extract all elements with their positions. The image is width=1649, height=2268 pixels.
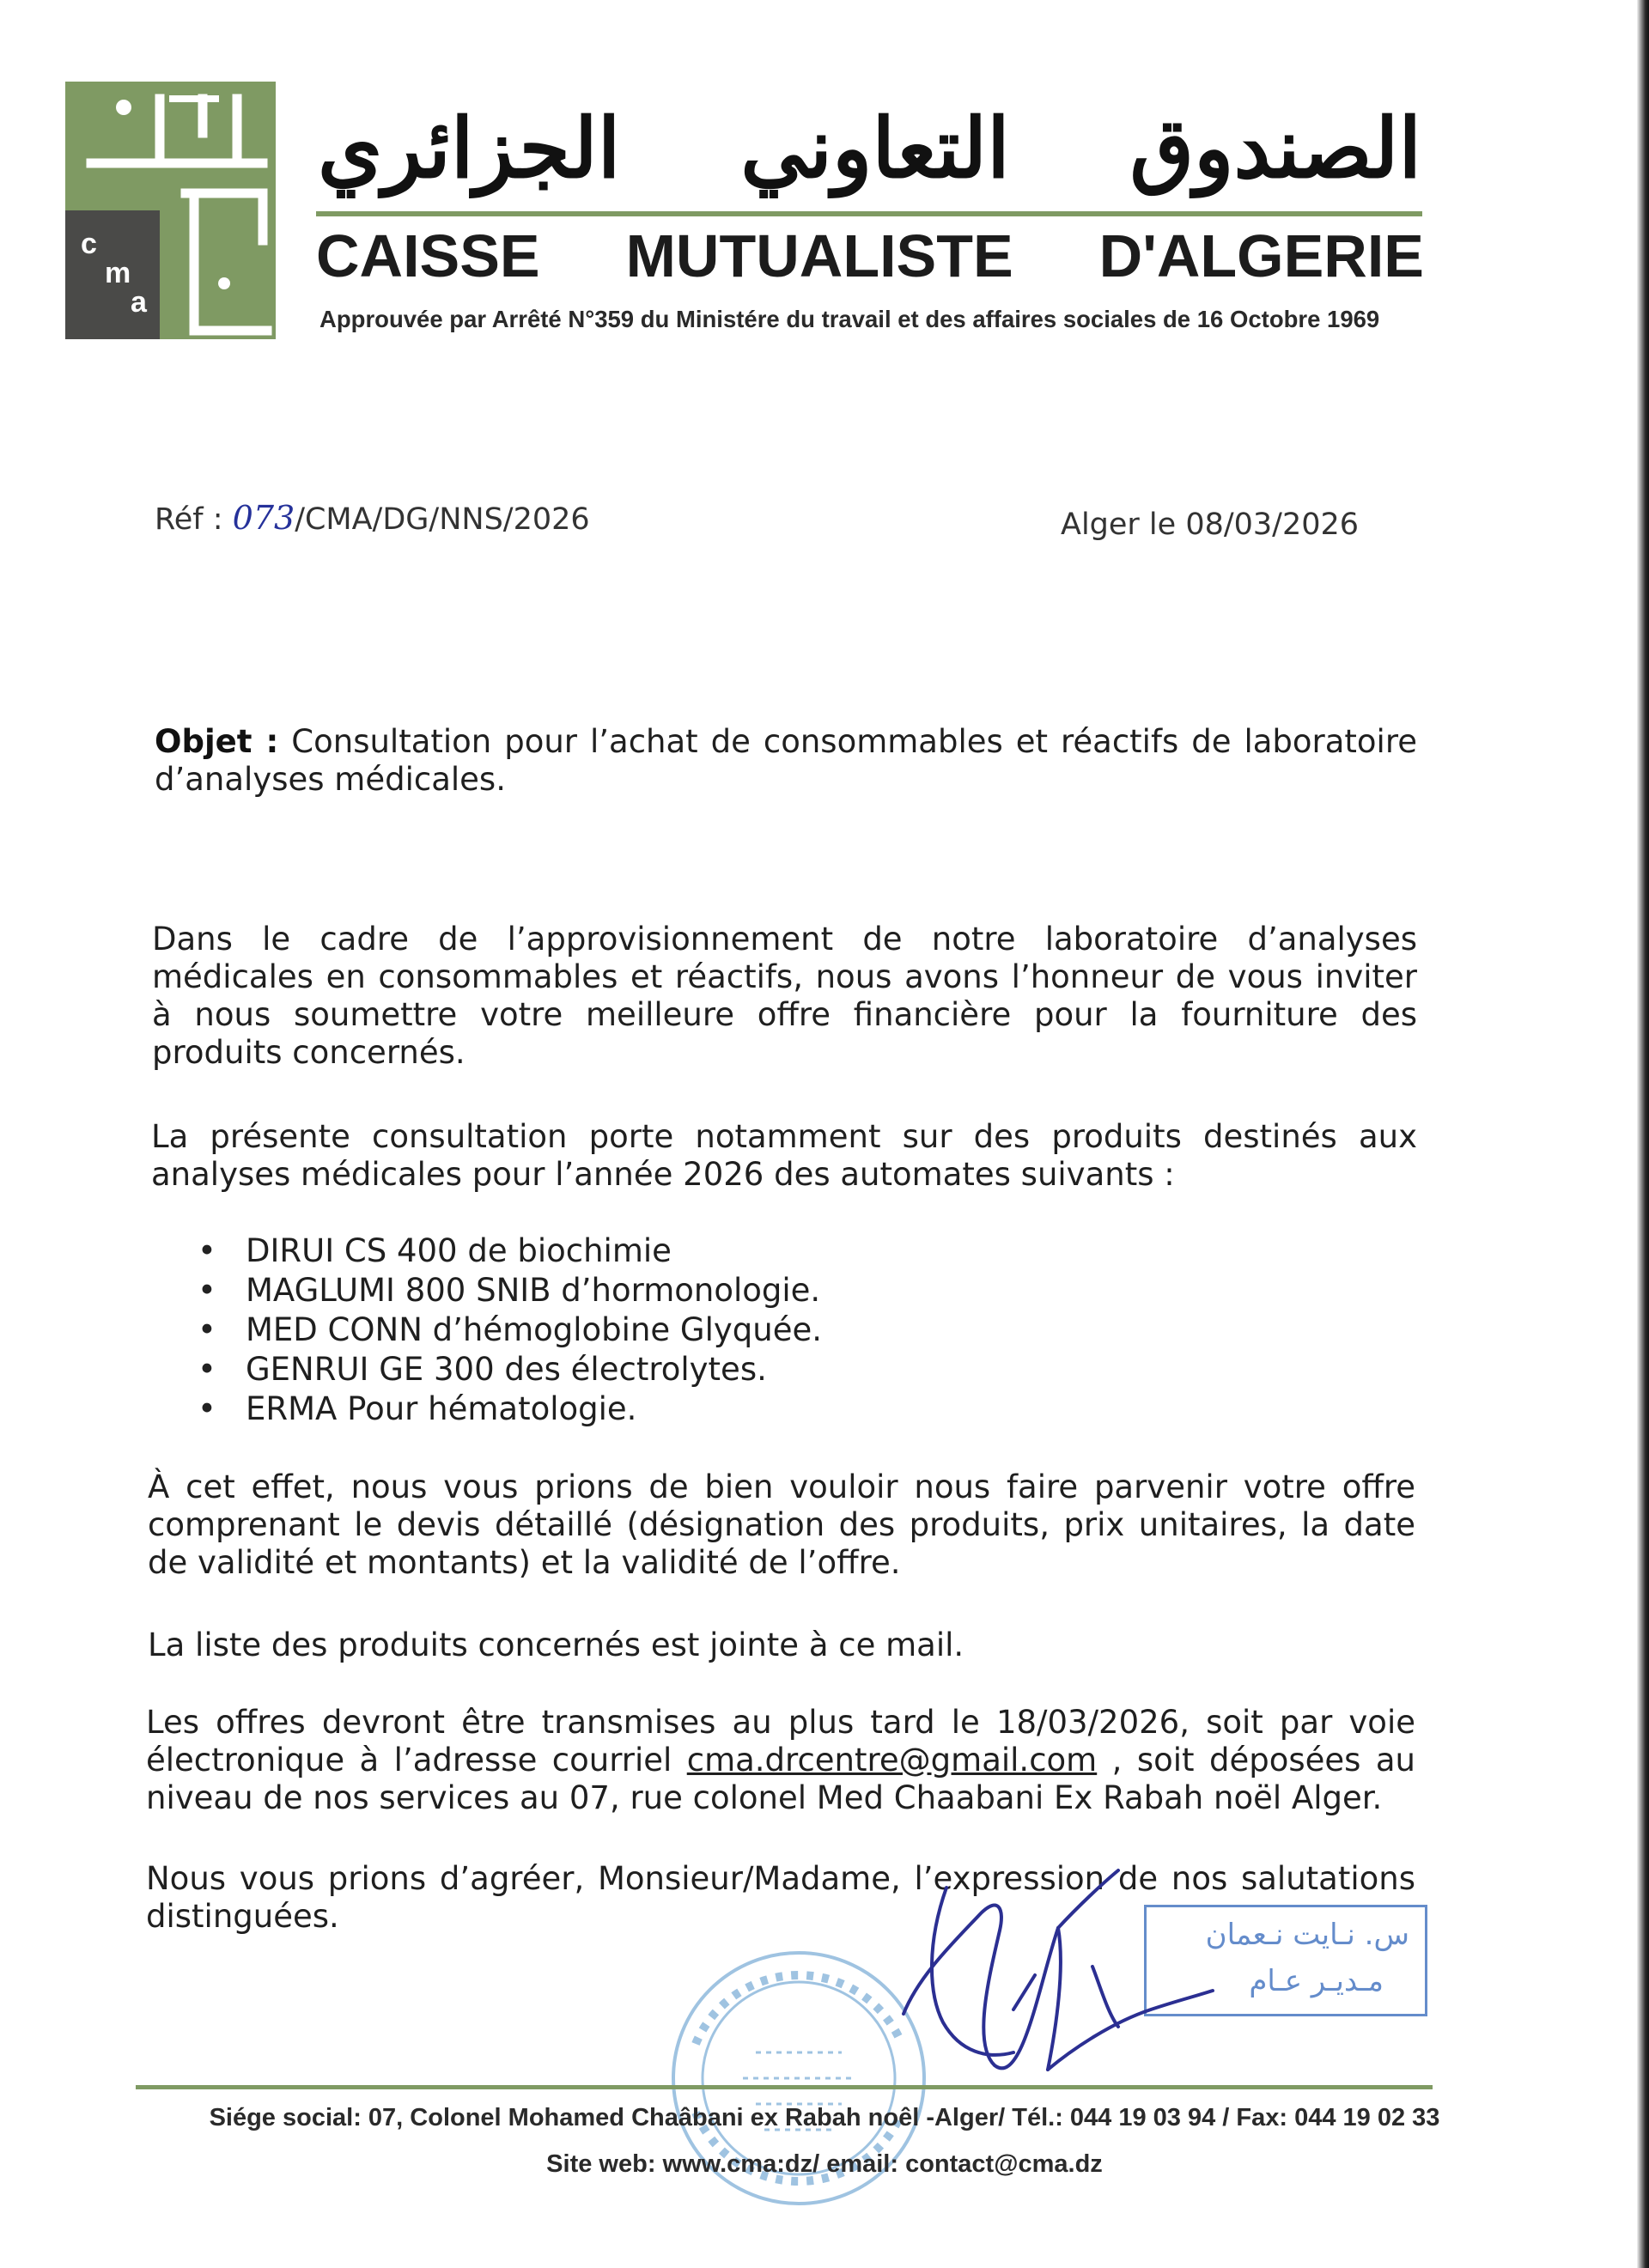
paragraph-6: Nous vous prions d’agréer, Monsieur/Madame, l’expression de nos salutations distinguées. xyxy=(146,1860,1415,1935)
subject-text: Consultation pour l’achat de consommables et réactifs de laboratoire d’analyses médicales. xyxy=(155,723,1417,798)
reference-line xyxy=(155,496,590,541)
list-item: • ERMA Pour hématologie. xyxy=(198,1389,822,1429)
footer-address: Siége social: 07, Colonel Mohamed Chaâbani ex Rabah noêl -Alger/ Tél.: 044 19 03 94 / Fax: 044 19 02 33 xyxy=(209,2104,1440,2131)
reference-prefix: Réf : xyxy=(155,502,233,537)
svg-text:c: c xyxy=(81,228,97,260)
paragraph-2: La présente consultation porte notamment sur des produits destinés aux analyses médicales pour l’année 2026 des automates suivants : xyxy=(151,1118,1417,1193)
list-item: • MAGLUMI 800 SNIB d’hormonologie. xyxy=(198,1271,822,1310)
stamp-line-1: س. نـايت نـعمان xyxy=(1205,1918,1409,1952)
arabic-institution-name: الصندوق التعاوني الجزائري xyxy=(318,100,1421,197)
french-institution-name: CAISSE MUTUALISTE D'ALGERIE xyxy=(316,222,1424,289)
stamp-line-2: مـديـر عـام xyxy=(1249,1964,1384,1998)
reference-suffix: /CMA/DG/NNS/2026 xyxy=(295,502,590,537)
handwritten-signature xyxy=(893,1846,1237,2104)
subject xyxy=(155,723,1417,799)
email-link[interactable]: cma.drcentre@gmail.com xyxy=(686,1742,1098,1779)
cma-logo xyxy=(65,82,276,339)
list-item: • MED CONN d’hémoglobine Glyquée. xyxy=(198,1310,822,1350)
paragraph-5-before: Les offres devront être transmises au plus tard le 18/03/2026, soit par voie électronique à l’adresse courriel xyxy=(146,1704,1415,1779)
list-item: • GENRUI GE 300 des électrolytes. xyxy=(198,1350,822,1389)
date-line: Alger le 08/03/2026 xyxy=(1061,508,1360,542)
header-rule xyxy=(316,211,1422,216)
footer-rule xyxy=(136,2085,1433,2089)
list-item: • DIRUI CS 400 de biochimie xyxy=(198,1231,822,1271)
paragraph-4: La liste des produits concernés est jointe à ce mail. xyxy=(148,1627,964,1663)
approval-line: Approuvée par Arrêté N°359 du Ministére du travail et des affaires sociales de 16 Octobre 1969 xyxy=(319,306,1380,332)
paragraph-5-after: , soit déposées au niveau de nos services au 07, rue colonel Med Chaabani Ex Rabah noël Alger. xyxy=(146,1742,1415,1816)
footer-web-email: Site web: www.cma:dz/ email: contact@cma.dz xyxy=(546,2150,1103,2178)
paragraph-3: À cet effet, nous vous prions de bien vouloir nous faire parvenir votre offre comprenant le devis détaillé (désignation des produits, prix unitaires, la date de validité et montants) et la validité de l’offre. xyxy=(148,1468,1415,1581)
subject-label: Objet : xyxy=(155,723,279,760)
paragraph-1: Dans le cadre de l’approvisionnement de notre laboratoire d’analyses médicales en consommables et réactifs, nous avons l’honneur de vous inviter à nous soumettre votre meilleure offre financière pour la fourniture des produits concernés. xyxy=(152,921,1417,1071)
svg-text:m: m xyxy=(105,257,131,289)
handwritten-reference-number: 073 xyxy=(232,499,295,537)
svg-text:a: a xyxy=(131,286,147,319)
analyzer-list xyxy=(198,1231,822,1429)
paragraph-5 xyxy=(146,1704,1415,1817)
scan-edge xyxy=(1637,0,1649,2268)
